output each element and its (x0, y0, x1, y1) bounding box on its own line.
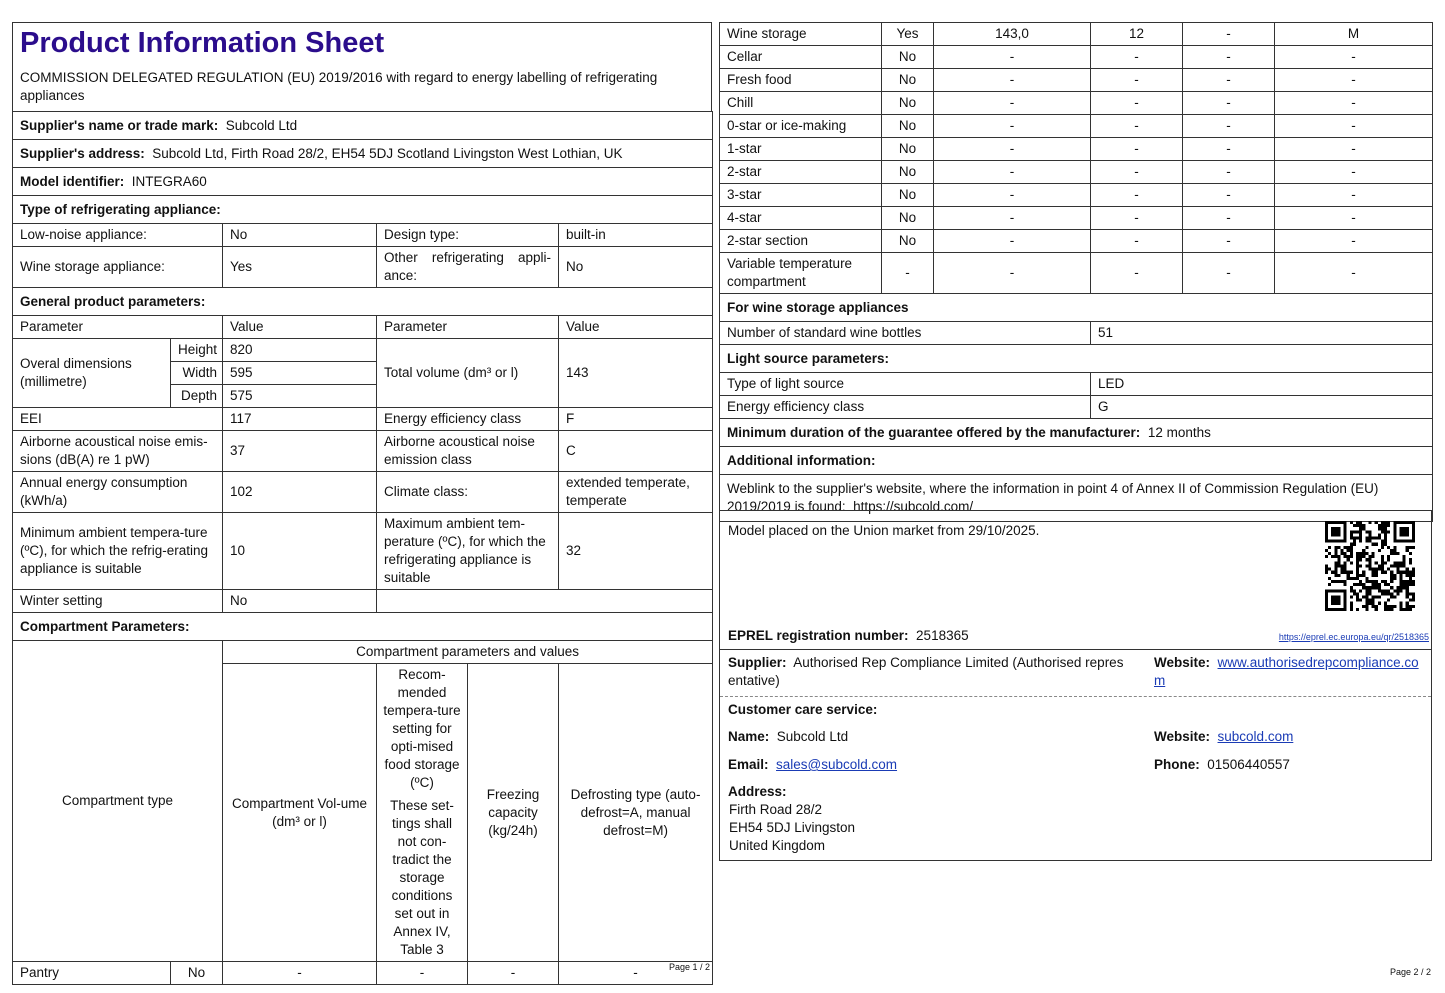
address-line: Firth Road 28/2 (729, 802, 823, 817)
weblink[interactable]: https://subcold.com/ (853, 499, 974, 514)
compartment-value: - (934, 69, 1091, 92)
qr-code-icon[interactable] (1325, 521, 1415, 611)
light-heading: Light source parameters: (720, 345, 1433, 373)
compartment-value: No (882, 230, 934, 253)
eei-label: EEI (13, 408, 223, 431)
address-line: EH54 5DJ Livingston (729, 820, 856, 835)
compartment-name: 0-star or ice-making (720, 115, 882, 138)
supplier-row: Supplier: Authorised Rep Compliance Limited (Authorised repres entative) (728, 655, 1124, 688)
width-value: 595 (223, 362, 377, 385)
compartment-value: - (1091, 230, 1183, 253)
compartment-value: No (882, 115, 934, 138)
compartment-value: - (1275, 138, 1433, 161)
compartment-value: 143,0 (934, 23, 1091, 46)
compartment-name: Wine storage (720, 23, 882, 46)
compartment-value: - (1183, 230, 1275, 253)
energy-class-label: Energy efficiency class (377, 408, 559, 431)
compartment-value: - (934, 161, 1091, 184)
max-temp-label: Maximum ambient tem-perature (ºC), for which the refrigerating appliance is suitable (377, 513, 559, 590)
compartment-heading: Compartment Parameters: (13, 613, 713, 641)
noise-class-label: Airborne acoustical noise emission class (377, 431, 559, 472)
compartment-value: - (1091, 92, 1183, 115)
low-noise-value: No (223, 224, 377, 247)
compartment-name: Chill (720, 92, 882, 115)
min-temp-label: Minimum ambient tempera-ture (ºC), for which the refrig-erating appliance is suitable (13, 513, 223, 590)
noise-label: Airborne acoustical noise emis-sions (dB(A) re 1 pW) (13, 431, 223, 472)
compartment-value: - (1275, 115, 1433, 138)
product-info-table (12, 111, 713, 641)
page-number-1: Page 1 / 2 (669, 962, 711, 972)
parameter-header: Parameter (13, 316, 223, 339)
depth-value: 575 (223, 385, 377, 408)
compartment-values-table (719, 22, 1433, 294)
compartment-value: - (1091, 161, 1183, 184)
wine-light-table (719, 293, 1433, 522)
compartment-value: - (934, 92, 1091, 115)
compartment-name: 1-star (720, 138, 882, 161)
height-label: Height (171, 339, 223, 362)
compartment-value: - (1183, 253, 1275, 294)
compartment-value: - (934, 207, 1091, 230)
width-label: Width (171, 362, 223, 385)
climate-class-label: Climate class: (377, 472, 559, 513)
bottles-label: Number of standard wine bottles (720, 322, 1091, 345)
compartment-value: - (1275, 253, 1433, 294)
overall-dimensions-label: Overal dimensions (millimetre) (13, 339, 171, 408)
supplier-address-row: Supplier's address: Subcold Ltd, Firth Road 28/2, EH54 5DJ Scotland Livingston West Lothian, UK (13, 140, 713, 168)
compartment-value: 12 (1091, 23, 1183, 46)
energy-class-value: F (559, 408, 713, 431)
compartment-value: - (1275, 230, 1433, 253)
winter-setting-value: No (223, 590, 377, 613)
compartment-value: - (1275, 69, 1433, 92)
type-heading: Type of refrigerating appliance: (13, 196, 713, 224)
page-1 (12, 22, 712, 985)
compartment-value: - (1091, 253, 1183, 294)
compartment-value: - (1091, 184, 1183, 207)
compartment-value: - (1091, 138, 1183, 161)
compartment-row (720, 230, 1433, 253)
defrosting-type-header: Defrosting type (auto-defrost=A, manual defrost=M) (559, 664, 713, 962)
compartment-table (12, 640, 713, 985)
compartment-value: Yes (882, 23, 934, 46)
pantry-row: Pantry No - - - - (13, 962, 713, 985)
climate-class-value: extended temperate, temperate (559, 472, 713, 513)
supplier-website-link[interactable]: www.authorisedrepcompliance.com (1154, 655, 1419, 688)
compartment-value: - (1091, 207, 1183, 230)
compartment-value: No (882, 69, 934, 92)
weblink-row: Weblink to the supplier's website, where the information in point 4 of Annex II of Commission Regulation (EU) 2019/2019 is found: https://subcold.com/ (720, 475, 1433, 522)
other-appliance-value: No (559, 247, 713, 288)
max-temp-value: 32 (559, 513, 713, 590)
care-website-link[interactable]: subcold.com (1217, 729, 1294, 744)
recommended-temp-header: Recom-mended tempera-ture setting for opti-mised food storage (ºC) These set-tings shall not con-tradict the storage conditions set out in Annex IV, Table 3 (377, 664, 468, 962)
compartment-value: - (882, 253, 934, 294)
wine-storage-label: Wine storage appliance: (13, 247, 223, 288)
compartment-value: - (1275, 161, 1433, 184)
compartment-name: Cellar (720, 46, 882, 69)
compartment-value: No (882, 161, 934, 184)
additional-heading: Additional information: (720, 447, 1433, 475)
page-number-2: Page 2 / 2 (1390, 967, 1432, 977)
guarantee-row: Minimum duration of the guarantee offered by the manufacturer: 12 months (720, 419, 1433, 447)
care-website-row: Website: subcold.com (1154, 729, 1294, 744)
light-class-label: Energy efficiency class (720, 396, 1091, 419)
compartment-value: - (1183, 207, 1275, 230)
compartment-value: - (934, 115, 1091, 138)
compartment-value: - (1091, 115, 1183, 138)
compartment-row (720, 115, 1433, 138)
compartment-value: - (1183, 23, 1275, 46)
compartment-row (720, 184, 1433, 207)
regulation-text: COMMISSION DELEGATED REGULATION (EU) 2019/2016 with regard to energy labelling of refrigerating appliances (20, 70, 658, 103)
compartment-row (720, 207, 1433, 230)
eei-value: 117 (223, 408, 377, 431)
wine-storage-value: Yes (223, 247, 377, 288)
annual-consumption-value: 102 (223, 472, 377, 513)
value-header-2: Value (559, 316, 713, 339)
low-noise-label: Low-noise appliance: (13, 224, 223, 247)
total-volume-value: 143 (559, 339, 713, 408)
compartment-row (720, 69, 1433, 92)
design-type-value: built-in (559, 224, 713, 247)
compartment-name: 4-star (720, 207, 882, 230)
phone-row: Phone: 01506440557 (1154, 757, 1290, 772)
supplier-website-row: Website: www.authorisedrepcompliance.com (1154, 655, 1419, 688)
bottles-value: 51 (1091, 322, 1433, 345)
care-name-row: Name: Subcold Ltd (728, 729, 849, 744)
min-temp-value: 10 (223, 513, 377, 590)
compartment-value: - (1091, 69, 1183, 92)
light-type-label: Type of light source (720, 373, 1091, 396)
eprel-row: EPREL registration number: 2518365 (728, 628, 969, 643)
light-type-value: LED (1091, 373, 1433, 396)
compartment-value: No (882, 138, 934, 161)
compartment-value: - (1275, 184, 1433, 207)
email-row: Email: sales@subcold.com (728, 757, 898, 772)
winter-setting-label: Winter setting (13, 590, 223, 613)
compartment-value: - (1275, 207, 1433, 230)
annual-consumption-label: Annual energy consumption (kWh/a) (13, 472, 223, 513)
pantry-label: Pantry (13, 962, 171, 985)
compartment-value: - (1183, 46, 1275, 69)
general-heading: General product parameters: (13, 288, 713, 316)
design-type-label: Design type: (377, 224, 559, 247)
compartment-value: - (1275, 92, 1433, 115)
compartment-value: No (882, 184, 934, 207)
compartment-value: - (1183, 138, 1275, 161)
page-1-header (12, 22, 712, 111)
compartment-value: - (934, 184, 1091, 207)
noise-class-value: C (559, 431, 713, 472)
compartment-value: No (882, 46, 934, 69)
compartment-row (720, 161, 1433, 184)
compartment-row (720, 253, 1433, 294)
compartment-params-header: Compartment parameters and values (223, 641, 713, 664)
compartment-row (720, 138, 1433, 161)
email-link[interactable]: sales@subcold.com (776, 757, 898, 772)
compartment-name: 2-star (720, 161, 882, 184)
compartment-value: - (934, 253, 1091, 294)
eprel-link[interactable]: https://eprel.ec.europa.eu/qr/2518365 (1278, 632, 1429, 642)
compartment-value: - (1183, 161, 1275, 184)
parameter-header-2: Parameter (377, 316, 559, 339)
wine-heading: For wine storage appliances (720, 294, 1433, 322)
compartment-name: 2-star section (720, 230, 882, 253)
compartment-row (720, 92, 1433, 115)
care-heading: Customer care service: (728, 702, 878, 717)
freezing-capacity-header: Freezing capacity (kg/24h) (468, 664, 559, 962)
compartment-value: M (1275, 23, 1433, 46)
depth-label: Depth (171, 385, 223, 408)
compartment-value: - (1275, 46, 1433, 69)
compartment-row (720, 46, 1433, 69)
market-text: Model placed on the Union market from 29/10/2025. (728, 523, 1040, 538)
supplier-name-row: Supplier's name or trade mark: Subcold Ltd (13, 112, 713, 140)
eprel-box (719, 510, 1432, 861)
light-class-value: G (1091, 396, 1433, 419)
compartment-value: - (934, 230, 1091, 253)
compartment-row (720, 23, 1433, 46)
compartment-name: Fresh food (720, 69, 882, 92)
empty-cell (377, 590, 713, 613)
page-2 (719, 22, 1432, 522)
noise-value: 37 (223, 431, 377, 472)
compartment-value: No (882, 207, 934, 230)
compartment-value: - (934, 138, 1091, 161)
page-title: Product Information Sheet (20, 27, 385, 59)
address-line: United Kingdom (729, 838, 826, 853)
compartment-value: - (1183, 69, 1275, 92)
compartment-type-header: Compartment type (13, 641, 223, 962)
compartment-value: No (882, 92, 934, 115)
compartment-name: Variable temperature compartment (720, 253, 882, 294)
total-volume-label: Total volume (dm³ or l) (377, 339, 559, 408)
height-value: 820 (223, 339, 377, 362)
compartment-value: - (1183, 184, 1275, 207)
compartment-volume-header: Compartment Vol-ume (dm³ or l) (223, 664, 377, 962)
other-appliance-label: Other refrigerating appli-ance: (377, 247, 559, 288)
compartment-name: 3-star (720, 184, 882, 207)
address-label: Address: (728, 784, 787, 799)
model-identifier-row: Model identifier: INTEGRA60 (13, 168, 713, 196)
compartment-value: - (1183, 115, 1275, 138)
compartment-value: - (934, 46, 1091, 69)
value-header: Value (223, 316, 377, 339)
compartment-value: - (1091, 46, 1183, 69)
compartment-value: - (1183, 92, 1275, 115)
